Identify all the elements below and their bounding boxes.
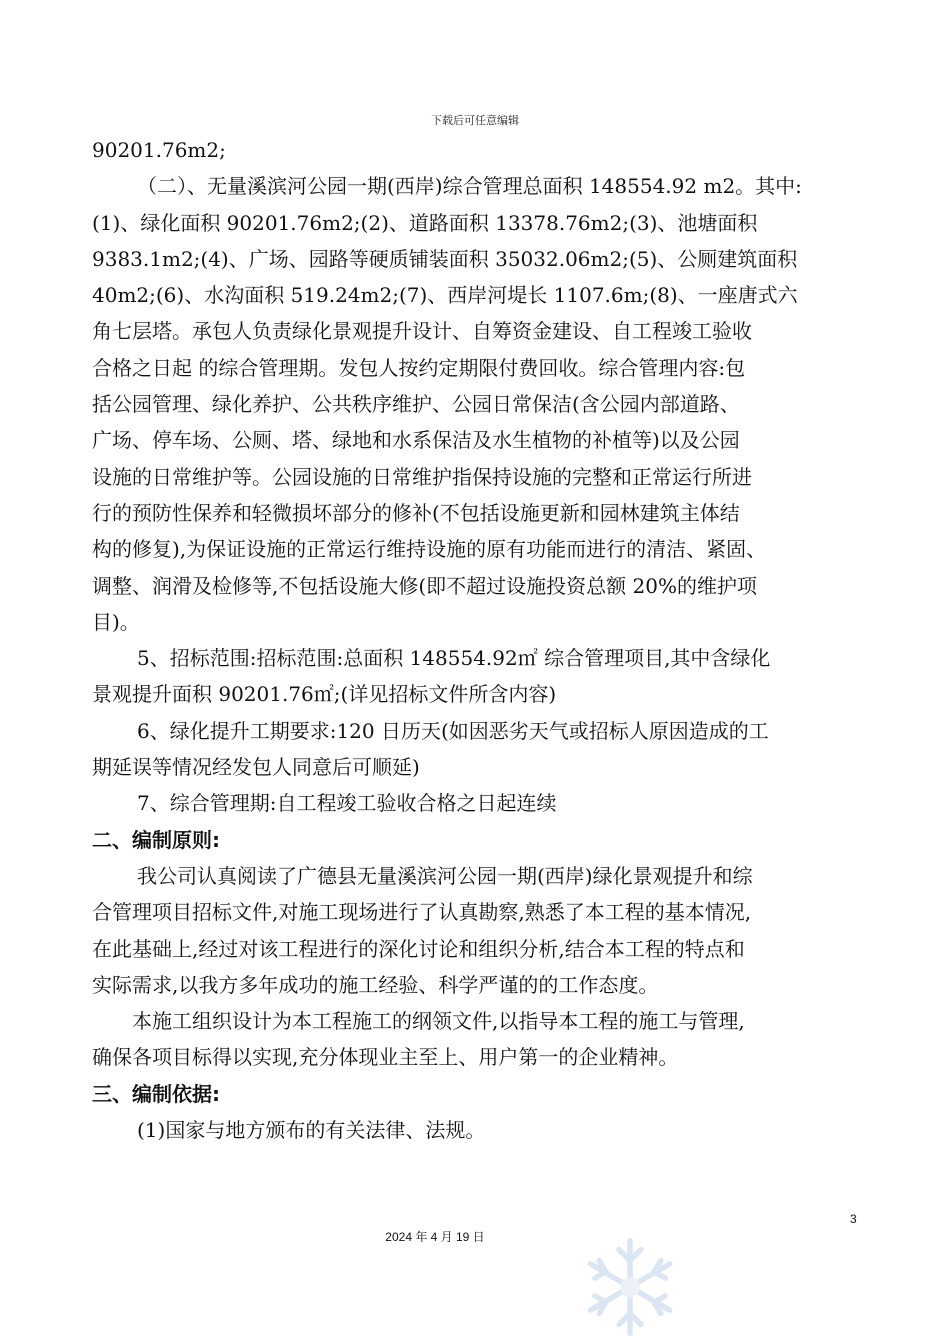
text-line: 广场、停车场、公厕、塔、绿地和水系保洁及水生植物的补植等)以及公园	[92, 428, 740, 453]
text-line: 90201.76m2;	[92, 138, 226, 162]
text-line: (1)、绿化面积 90201.76m2;(2)、道路面积 13378.76m2;(3)、池塘面积	[92, 210, 758, 235]
text-line: 40m2;(6)、水沟面积 519.24m2;(7)、西岸河堤长 1107.6m;(8)、一座唐式六	[92, 283, 798, 308]
text-line: 在此基础上,经过对该工程进行的深化讨论和组织分析,结合本工程的特点和	[92, 936, 745, 961]
text-line: 调整、润滑及检修等,不包括设施大修(即不超过设施投资总额 20%的维护项	[92, 573, 757, 598]
paragraph-management-period	[92, 785, 860, 821]
section-heading-basis: 三、编制依据:	[92, 1081, 220, 1106]
section-heading-principles: 二、编制原则:	[92, 827, 220, 852]
text-line: 景观提升面积 90201.76㎡;(详见招标文件所含内容)	[92, 682, 557, 707]
text-line: 合管理项目招标文件,对施工现场进行了认真勘察,熟悉了本工程的基本情况,	[92, 900, 752, 925]
text-line: 行的预防性保养和轻微损坏部分的修补(不包括设施更新和园林建筑主体结	[92, 500, 740, 525]
text-line: 设施的日常维护等。公园设施的日常维护指保持设施的完整和正常运行所进	[92, 464, 752, 489]
paragraph-area-continued	[92, 132, 860, 168]
text-line: （二）、无量溪滨河公园一期(西岸)综合管理总面积 148554.92 m2。其中:	[137, 174, 802, 199]
paragraph-principles-1	[92, 858, 860, 1003]
snowflake-watermark-icon	[575, 1232, 685, 1342]
footer-date: 2024 年 4 月 19 日	[385, 1230, 485, 1244]
text-line: 确保各项目标得以实现,充分体现业主至上、用户第一的企业精神。	[92, 1045, 679, 1070]
paragraph-principles-2	[92, 1003, 860, 1076]
text-line: (1)国家与地方颁布的有关法律、法规。	[137, 1118, 486, 1143]
document-body	[92, 132, 860, 1148]
page-header: 下载后可任意编辑	[431, 114, 519, 127]
text-line: 5、招标范围:招标范围:总面积 148554.92㎡ 综合管理项目,其中含绿化	[137, 646, 771, 671]
text-line: 目)。	[92, 609, 140, 634]
text-line: 实际需求,以我方多年成功的施工经验、科学严谨的的工作态度。	[92, 972, 659, 997]
text-line: 角七层塔。承包人负责绿化景观提升设计、自筹资金建设、自工程竣工验收	[92, 319, 752, 344]
text-line: 括公园管理、绿化养护、公共秩序维护、公园日常保洁(含公园内部道路、	[92, 392, 740, 417]
text-line: 我公司认真阅读了广德县无量溪滨河公园一期(西岸)绿化景观提升和综	[137, 863, 753, 888]
text-line: 合格之日起 的综合管理期。发包人按约定期限付费回收。综合管理内容:包	[92, 355, 746, 380]
page-number: 3	[850, 1212, 857, 1226]
paragraph-construction-period	[92, 713, 860, 786]
paragraph-bid-scope	[92, 640, 860, 713]
paragraph-basis-item-1	[92, 1112, 860, 1148]
text-line: 构的修复),为保证设施的正常运行维持设施的原有功能而进行的清洁、紧固、	[92, 537, 767, 562]
text-line: 7、综合管理期:自工程竣工验收合格之日起连续	[137, 791, 557, 816]
text-line: 9383.1m2;(4)、广场、园路等硬质铺装面积 35032.06m2;(5)、公厕建筑面积	[92, 246, 798, 271]
text-line: 6、绿化提升工期要求:120 日历天(如因恶劣天气或招标人原因造成的工	[137, 718, 769, 743]
text-line: 本施工组织设计为本工程施工的纲领文件,以指导本工程的施工与管理,	[132, 1009, 745, 1034]
paragraph-park-management-area	[92, 168, 860, 640]
text-line: 期延误等情况经发包人同意后可顺延)	[92, 755, 420, 780]
